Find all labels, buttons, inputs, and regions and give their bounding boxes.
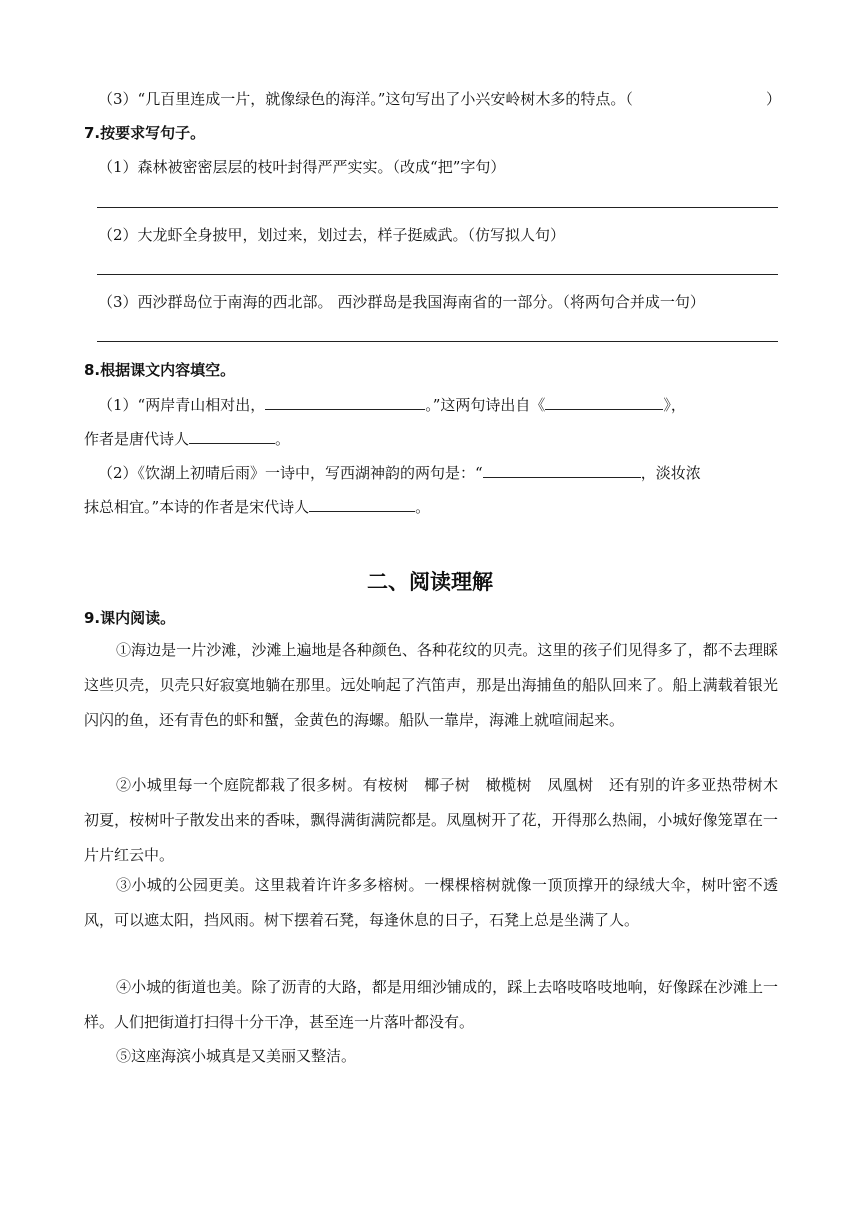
passage-paragraph-2: ②小城里每一个庭院都栽了很多树。有桉树 椰子树 橄榄树 凤凰树 还有别的许多亚热带树木 初夏，桉树叶子散发出来的香味，飘得满街满院都是。凤凰树开了花，开得那么热闹，小城好像笼罩在一片片红云中。 xyxy=(84,776,794,864)
passage-paragraph-1: ①海边是一片沙滩，沙滩上遍地是各种颜色、各种花纹的贝壳。这里的孩子们见得多了，都不去理睬这些贝壳，贝壳只好寂寞地躺在那里。远处响起了汽笛声，那是出海捕鱼的船队回来了。船上满载着银光闪闪的鱼，还有青色的虾和蟹，金黄色的海螺。船队一靠岸，海滩上就喧闹起来。 xyxy=(84,641,778,729)
q8-item-1-text-b: 。”这两句诗出自《 xyxy=(425,396,546,414)
q8-item-2-text-b: ，淡妆浓 xyxy=(640,464,701,482)
q8-blank-1[interactable] xyxy=(265,393,425,410)
passage-paragraph-4: ④小城的街道也美。除了沥青的大路，都是用细沙铺成的，踩上去咯吱咯吱地响，好像踩在沙滩上一样。人们把街道打扫得十分干净，甚至连一片落叶都没有。 xyxy=(84,978,778,1031)
q8-blank-3[interactable] xyxy=(189,427,275,444)
q6-item-3-close-paren: ） xyxy=(766,90,782,108)
q6-item-3-text: （3）“几百里连成一片，就像绿色的海洋。”这句写出了小兴安岭树木多的特点。（ xyxy=(98,90,633,108)
q7-item-1: （1）森林被密密层层的枝叶封得严严实实。（改成“把”字句） xyxy=(98,158,506,176)
q7-item-2: （2）大龙虾全身披甲，划过来，划过去，样子挺威武。（仿写拟人句） xyxy=(98,226,566,244)
q8-blank-2[interactable] xyxy=(545,393,663,410)
q7-answer-line-1[interactable] xyxy=(97,207,778,208)
q7-item-3: （3）西沙群岛位于南海的西北部。 西沙群岛是我国海南省的一部分。（将两句合并成一句） xyxy=(98,293,705,311)
q8-item-2-line-a xyxy=(98,461,701,484)
q7-answer-line-2[interactable] xyxy=(97,274,778,275)
q8-item-2-text-a: （2）《饮湖上初晴后雨》一诗中，写西湖神韵的两句是：“ xyxy=(98,464,483,482)
q8-item-1-line-b xyxy=(84,427,290,450)
q8-title: 8.根据课文内容填空。 xyxy=(84,361,236,379)
q8-item-2-text-c: 抹总相宜。”本诗的作者是宋代诗人 xyxy=(84,498,310,516)
q9-title: 9.课内阅读。 xyxy=(84,609,176,627)
passage-paragraph-3: ③小城的公园更美。这里栽着许许多多榕树。一棵棵榕树就像一顶顶撑开的绿绒大伞，树叶密不透风，可以遮太阳，挡风雨。树下摆着石凳，每逢休息的日子，石凳上总是坐满了人。 xyxy=(84,876,778,929)
q7-answer-line-3[interactable] xyxy=(97,341,778,342)
q8-item-1-text-d: 作者是唐代诗人 xyxy=(84,430,190,448)
q8-item-1-text-a: （1）“两岸青山相对出， xyxy=(98,396,266,414)
q7-title: 7.按要求写句子。 xyxy=(84,124,206,142)
q8-item-1-text-e: 。 xyxy=(275,430,291,448)
q8-item-1-text-c: 》， xyxy=(663,396,686,414)
section-title-reading: 二、阅读理解 xyxy=(367,570,493,594)
passage-paragraph-5: ⑤这座海滨小城真是又美丽又整洁。 xyxy=(116,1047,357,1065)
q8-item-2-text-d: 。 xyxy=(415,498,431,516)
q8-blank-4[interactable] xyxy=(483,461,641,478)
q6-item-3 xyxy=(98,88,633,110)
q8-item-2-line-b xyxy=(84,495,430,518)
q8-blank-5[interactable] xyxy=(309,495,415,512)
q8-item-1-line-a xyxy=(98,393,686,416)
